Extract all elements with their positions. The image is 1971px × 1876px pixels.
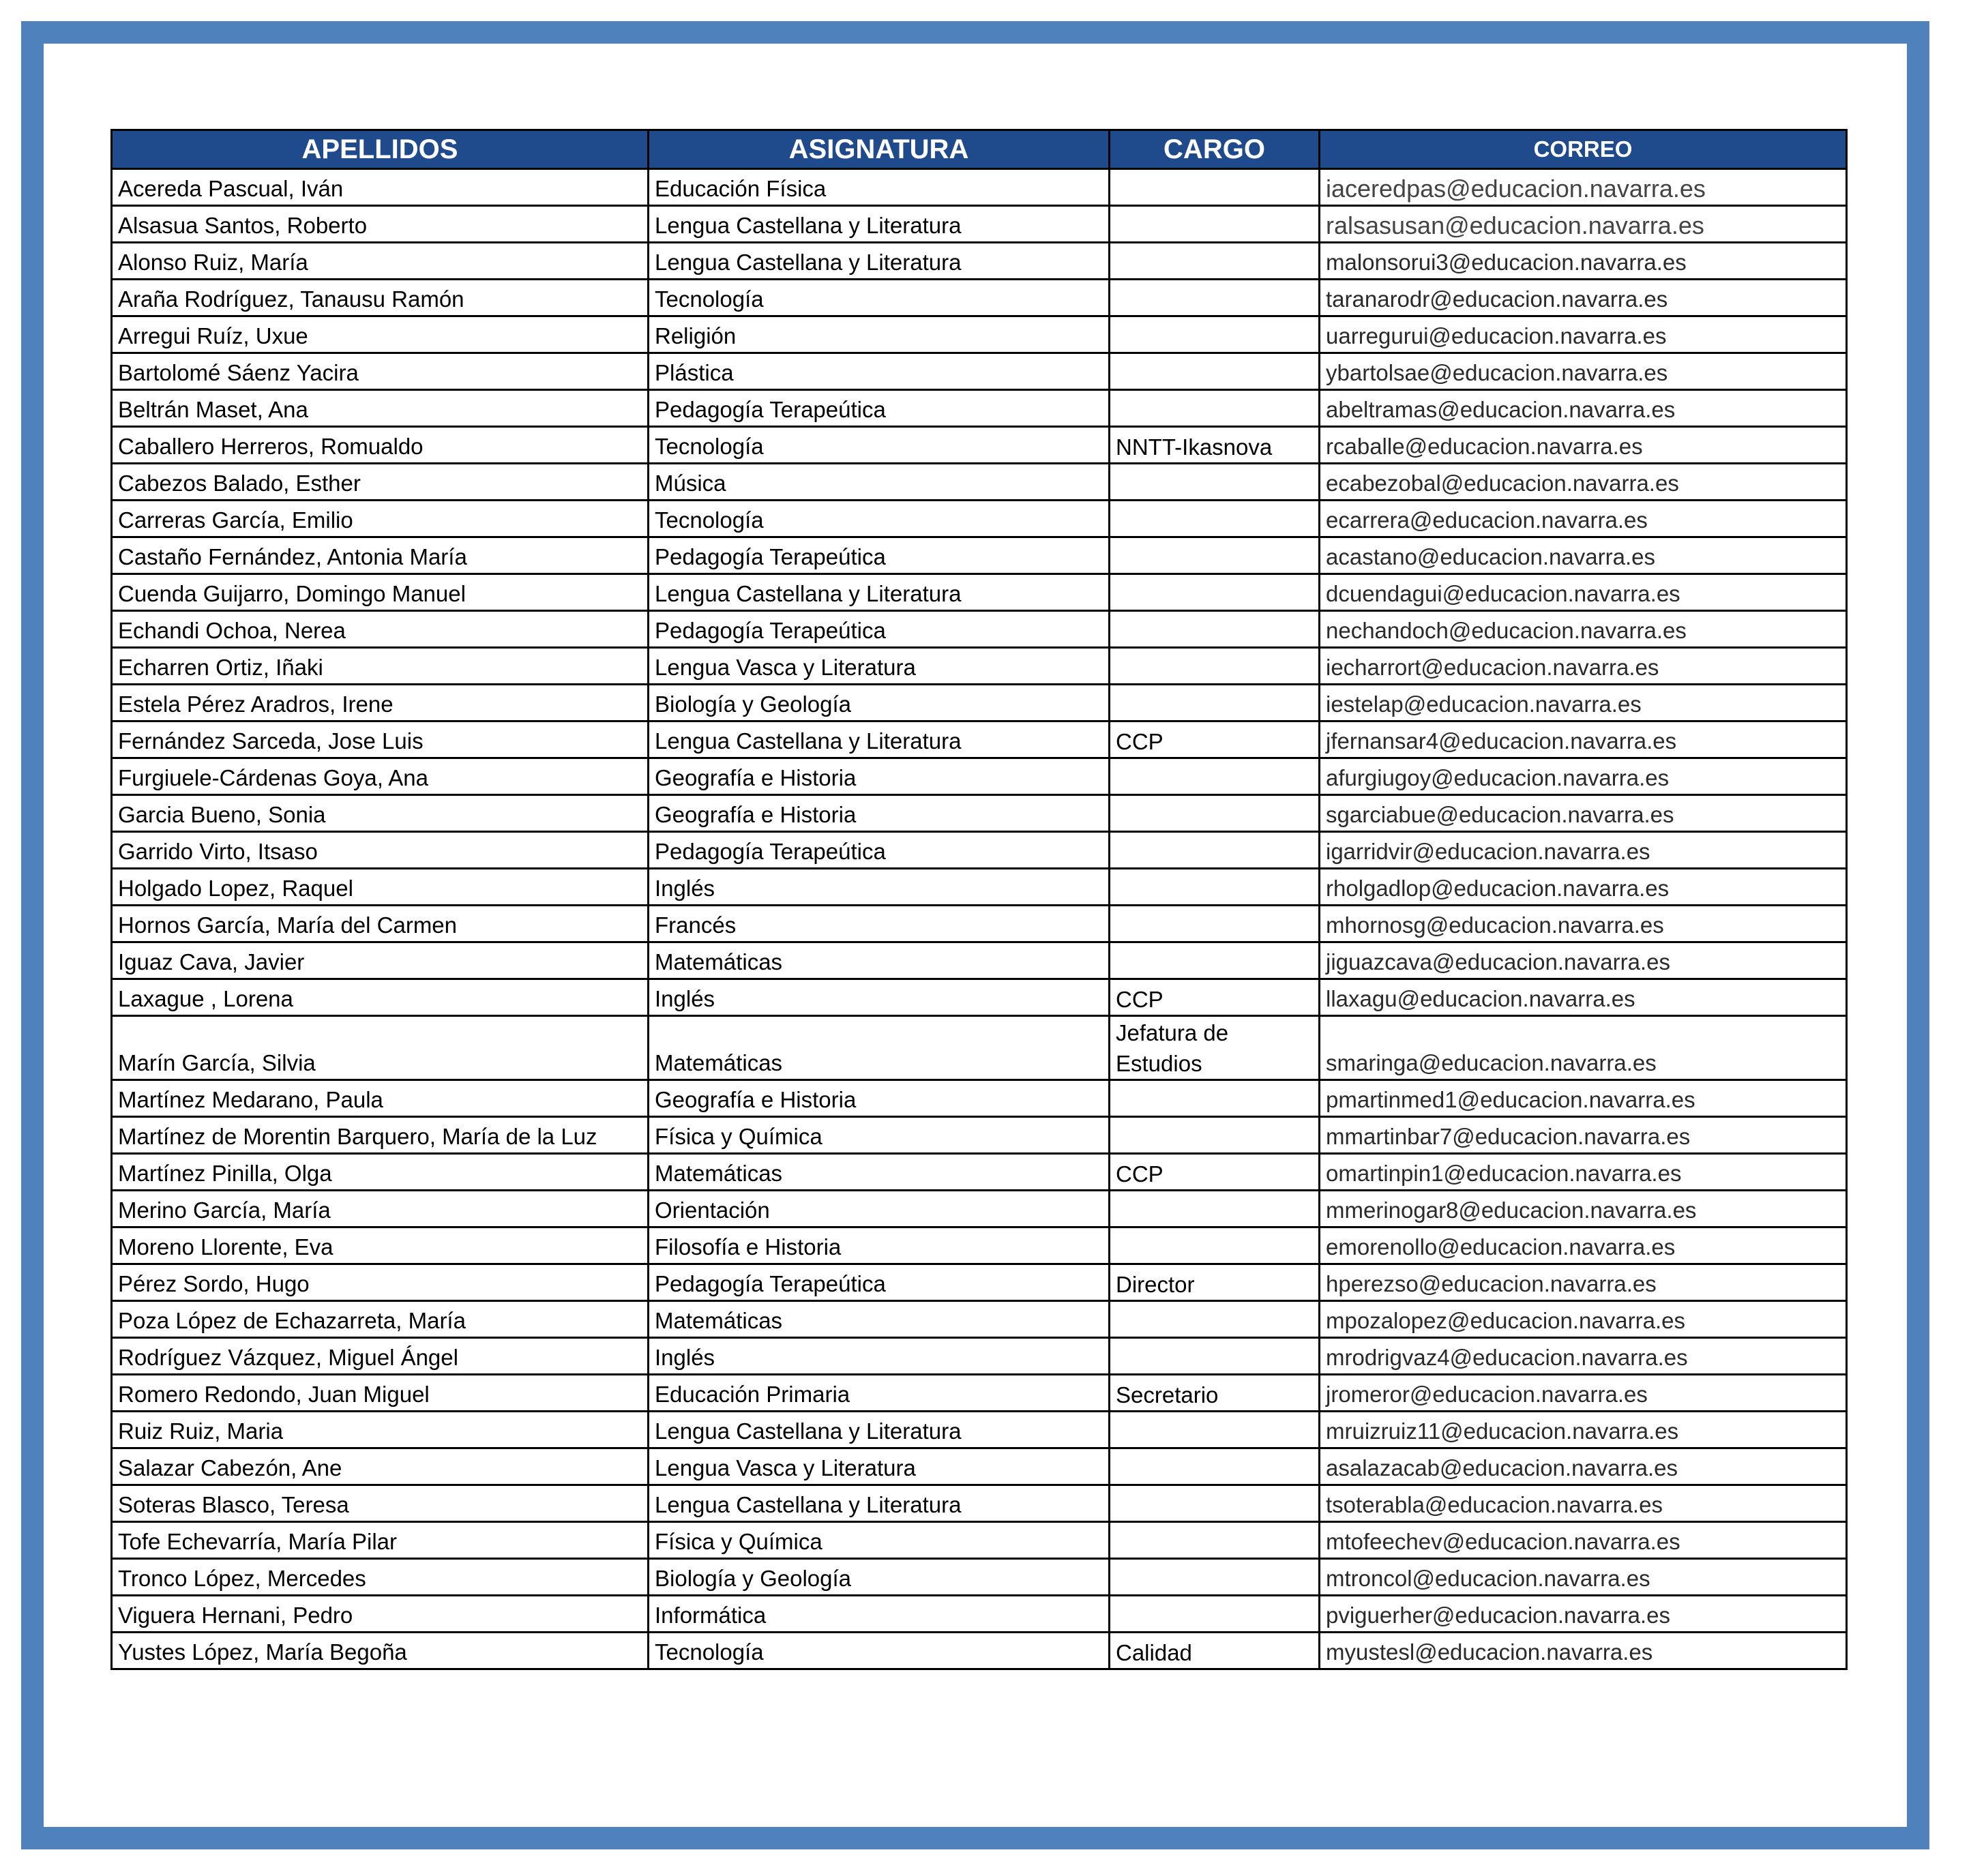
cell-cargo: Secretario: [1110, 1375, 1320, 1412]
cell-apellidos: Arregui Ruíz, Uxue: [112, 316, 649, 353]
cell-asignatura: Lengua Castellana y Literatura: [649, 1485, 1110, 1522]
cell-cargo: [1110, 942, 1320, 979]
cell-apellidos: Iguaz Cava, Javier: [112, 942, 649, 979]
cell-asignatura: Lengua Vasca y Literatura: [649, 1448, 1110, 1485]
table-row: [112, 1485, 1847, 1522]
cell-cargo: CCP: [1110, 1154, 1320, 1191]
cell-correo-link[interactable]: jiguazcava@educacion.navarra.es: [1320, 942, 1847, 979]
cell-cargo: [1110, 1522, 1320, 1559]
cell-asignatura: Geografía e Historia: [649, 1080, 1110, 1117]
cell-correo-link[interactable]: tsoterabla@educacion.navarra.es: [1320, 1485, 1847, 1522]
table-row: [112, 1596, 1847, 1633]
cell-correo-link[interactable]: mruizruiz11@educacion.navarra.es: [1320, 1412, 1847, 1448]
cell-cargo: [1110, 1596, 1320, 1633]
cell-cargo: [1110, 1191, 1320, 1227]
cell-apellidos: Acereda Pascual, Iván: [112, 169, 649, 206]
cell-correo-link[interactable]: dcuendagui@educacion.navarra.es: [1320, 574, 1847, 611]
table-row: [112, 942, 1847, 979]
cell-apellidos: Merino García, María: [112, 1191, 649, 1227]
cell-apellidos: Salazar Cabezón, Ane: [112, 1448, 649, 1485]
table-row: [112, 537, 1847, 574]
table-row: [112, 611, 1847, 648]
cell-correo-link[interactable]: sgarciabue@educacion.navarra.es: [1320, 795, 1847, 832]
table-row: [112, 869, 1847, 906]
cell-cargo: [1110, 464, 1320, 501]
cell-cargo: Director: [1110, 1264, 1320, 1301]
column-header-cargo: CARGO: [1110, 130, 1320, 169]
table-row: [112, 1227, 1847, 1264]
cell-correo-link[interactable]: ecabezobal@educacion.navarra.es: [1320, 464, 1847, 501]
cell-asignatura: Pedagogía Terapeútica: [649, 611, 1110, 648]
cell-apellidos: Tronco López, Mercedes: [112, 1559, 649, 1596]
table-row: [112, 1559, 1847, 1596]
table-row: [112, 574, 1847, 611]
cell-cargo: [1110, 1448, 1320, 1485]
column-header-asignatura: ASIGNATURA: [649, 130, 1110, 169]
table-row: [112, 353, 1847, 390]
cell-apellidos: Tofe Echevarría, María Pilar: [112, 1522, 649, 1559]
cell-correo-link[interactable]: malonsorui3@educacion.navarra.es: [1320, 243, 1847, 280]
cell-correo-link[interactable]: mtroncol@educacion.navarra.es: [1320, 1559, 1847, 1596]
cell-asignatura: Lengua Vasca y Literatura: [649, 648, 1110, 685]
cell-apellidos: Echandi Ochoa, Nerea: [112, 611, 649, 648]
cell-cargo: [1110, 206, 1320, 243]
cell-correo-link[interactable]: iecharrort@educacion.navarra.es: [1320, 648, 1847, 685]
cell-correo-link[interactable]: ybartolsae@educacion.navarra.es: [1320, 353, 1847, 390]
cell-apellidos: Carreras García, Emilio: [112, 501, 649, 537]
cell-cargo: [1110, 280, 1320, 316]
cell-correo-link[interactable]: emorenollo@educacion.navarra.es: [1320, 1227, 1847, 1264]
cell-correo-link[interactable]: ralsasusan@educacion.navarra.es: [1320, 206, 1847, 243]
cell-cargo: [1110, 869, 1320, 906]
table-row: [112, 169, 1847, 206]
cell-correo-link[interactable]: abeltramas@educacion.navarra.es: [1320, 390, 1847, 427]
cell-apellidos: Soteras Blasco, Teresa: [112, 1485, 649, 1522]
table-row: [112, 1338, 1847, 1375]
cell-correo-link[interactable]: jromeror@educacion.navarra.es: [1320, 1375, 1847, 1412]
staff-directory-table: [110, 129, 1848, 1670]
table-row: [112, 1375, 1847, 1412]
cell-asignatura: Lengua Castellana y Literatura: [649, 243, 1110, 280]
cell-asignatura: Inglés: [649, 869, 1110, 906]
cell-cargo: NNTT-Ikasnova: [1110, 427, 1320, 464]
table-row: [112, 832, 1847, 869]
table-row: [112, 1301, 1847, 1338]
cell-correo-link[interactable]: rcaballe@educacion.navarra.es: [1320, 427, 1847, 464]
cell-apellidos: Araña Rodríguez, Tanausu Ramón: [112, 280, 649, 316]
cell-correo-link[interactable]: asalazacab@educacion.navarra.es: [1320, 1448, 1847, 1485]
cell-asignatura: Orientación: [649, 1191, 1110, 1227]
cell-cargo: [1110, 758, 1320, 795]
cell-asignatura: Pedagogía Terapeútica: [649, 832, 1110, 869]
cell-cargo: [1110, 501, 1320, 537]
cell-asignatura: Educación Física: [649, 169, 1110, 206]
cell-apellidos: Cabezos Balado, Esther: [112, 464, 649, 501]
cell-apellidos: Echarren Ortiz, Iñaki: [112, 648, 649, 685]
cell-correo-link[interactable]: pmartinmed1@educacion.navarra.es: [1320, 1080, 1847, 1117]
cell-cargo: [1110, 574, 1320, 611]
cell-correo-link[interactable]: afurgiugoy@educacion.navarra.es: [1320, 758, 1847, 795]
cell-apellidos: Castaño Fernández, Antonia María: [112, 537, 649, 574]
table-row: [112, 795, 1847, 832]
table-row: [112, 390, 1847, 427]
cell-cargo: [1110, 169, 1320, 206]
table-row: [112, 906, 1847, 942]
cell-cargo: [1110, 537, 1320, 574]
cell-asignatura: Inglés: [649, 1338, 1110, 1375]
cell-cargo: [1110, 832, 1320, 869]
cell-apellidos: Furgiuele-Cárdenas Goya, Ana: [112, 758, 649, 795]
cell-asignatura: Lengua Castellana y Literatura: [649, 1412, 1110, 1448]
cell-asignatura: Educación Primaria: [649, 1375, 1110, 1412]
table-row: [112, 427, 1847, 464]
cell-correo-link[interactable]: smaringa@educacion.navarra.es: [1320, 1016, 1847, 1080]
cell-correo-link[interactable]: iestelap@educacion.navarra.es: [1320, 685, 1847, 721]
cell-apellidos: Laxague , Lorena: [112, 979, 649, 1016]
cell-correo-link[interactable]: igarridvir@educacion.navarra.es: [1320, 832, 1847, 869]
table-row: [112, 501, 1847, 537]
table-row: [112, 316, 1847, 353]
cell-asignatura: Música: [649, 464, 1110, 501]
cell-cargo: [1110, 1338, 1320, 1375]
cell-asignatura: Inglés: [649, 979, 1110, 1016]
cell-asignatura: Tecnología: [649, 1633, 1110, 1669]
cell-asignatura: Geografía e Historia: [649, 758, 1110, 795]
cell-asignatura: Matemáticas: [649, 1301, 1110, 1338]
cell-asignatura: Física y Química: [649, 1117, 1110, 1154]
cell-asignatura: Pedagogía Terapeútica: [649, 390, 1110, 427]
cell-cargo: [1110, 1117, 1320, 1154]
cell-apellidos: Alsasua Santos, Roberto: [112, 206, 649, 243]
table-row: [112, 1154, 1847, 1191]
cell-apellidos: Hornos García, María del Carmen: [112, 906, 649, 942]
cell-correo-link[interactable]: myustesl@educacion.navarra.es: [1320, 1633, 1847, 1669]
cell-correo-link[interactable]: ecarrera@educacion.navarra.es: [1320, 501, 1847, 537]
table-row: [112, 280, 1847, 316]
cell-correo-link[interactable]: rholgadlop@educacion.navarra.es: [1320, 869, 1847, 906]
cell-cargo: [1110, 1412, 1320, 1448]
cell-asignatura: Lengua Castellana y Literatura: [649, 721, 1110, 758]
cell-cargo: [1110, 1559, 1320, 1596]
cell-cargo: [1110, 685, 1320, 721]
cell-apellidos: Pérez Sordo, Hugo: [112, 1264, 649, 1301]
cell-asignatura: Biología y Geología: [649, 685, 1110, 721]
cell-cargo: [1110, 1485, 1320, 1522]
cell-apellidos: Romero Redondo, Juan Miguel: [112, 1375, 649, 1412]
cell-cargo: [1110, 1301, 1320, 1338]
cell-apellidos: Bartolomé Sáenz Yacira: [112, 353, 649, 390]
cell-apellidos: Martínez de Morentin Barquero, María de la Luz: [112, 1117, 649, 1154]
cell-apellidos: Beltrán Maset, Ana: [112, 390, 649, 427]
table-row: [112, 206, 1847, 243]
table-row: [112, 1016, 1847, 1080]
cell-correo-link[interactable]: pviguerher@educacion.navarra.es: [1320, 1596, 1847, 1633]
cell-apellidos: Estela Pérez Aradros, Irene: [112, 685, 649, 721]
cell-cargo: CCP: [1110, 979, 1320, 1016]
cell-apellidos: Garcia Bueno, Sonia: [112, 795, 649, 832]
table-row: [112, 1448, 1847, 1485]
cell-cargo: [1110, 243, 1320, 280]
cell-cargo: [1110, 353, 1320, 390]
table-row: [112, 1264, 1847, 1301]
cell-correo-link[interactable]: mtofeechev@educacion.navarra.es: [1320, 1522, 1847, 1559]
cell-correo-link[interactable]: mrodrigvaz4@educacion.navarra.es: [1320, 1338, 1847, 1375]
cell-asignatura: Pedagogía Terapeútica: [649, 1264, 1110, 1301]
cell-asignatura: Tecnología: [649, 427, 1110, 464]
table-row: [112, 1080, 1847, 1117]
cell-asignatura: Religión: [649, 316, 1110, 353]
column-header-correo: CORREO: [1320, 130, 1847, 169]
cell-correo-link[interactable]: nechandoch@educacion.navarra.es: [1320, 611, 1847, 648]
cell-asignatura: Geografía e Historia: [649, 795, 1110, 832]
cell-apellidos: Ruiz Ruiz, Maria: [112, 1412, 649, 1448]
cell-apellidos: Poza López de Echazarreta, María: [112, 1301, 649, 1338]
cell-correo-link[interactable]: llaxagu@educacion.navarra.es: [1320, 979, 1847, 1016]
cell-cargo: [1110, 795, 1320, 832]
table-row: [112, 721, 1847, 758]
cell-cargo: Calidad: [1110, 1633, 1320, 1669]
cell-cargo: Jefatura de Estudios: [1110, 1016, 1320, 1080]
table-row: [112, 243, 1847, 280]
table-row: [112, 1191, 1847, 1227]
table-row: [112, 648, 1847, 685]
cell-asignatura: Pedagogía Terapeútica: [649, 537, 1110, 574]
cell-correo-link[interactable]: uarregurui@educacion.navarra.es: [1320, 316, 1847, 353]
cell-asignatura: Lengua Castellana y Literatura: [649, 574, 1110, 611]
column-header-apellidos: APELLIDOS: [112, 130, 649, 169]
cell-apellidos: Martínez Pinilla, Olga: [112, 1154, 649, 1191]
table-row: [112, 758, 1847, 795]
cell-asignatura: Lengua Castellana y Literatura: [649, 206, 1110, 243]
cell-cargo: [1110, 611, 1320, 648]
cell-correo-link[interactable]: mhornosg@educacion.navarra.es: [1320, 906, 1847, 942]
cell-asignatura: Plástica: [649, 353, 1110, 390]
cell-correo-link[interactable]: jfernansar4@educacion.navarra.es: [1320, 721, 1847, 758]
cell-correo-link[interactable]: mmerinogar8@educacion.navarra.es: [1320, 1191, 1847, 1227]
cell-apellidos: Holgado Lopez, Raquel: [112, 869, 649, 906]
cell-correo-link[interactable]: omartinpin1@educacion.navarra.es: [1320, 1154, 1847, 1191]
cell-apellidos: Marín García, Silvia: [112, 1016, 649, 1080]
cell-correo-link[interactable]: iaceredpas@educacion.navarra.es: [1320, 169, 1847, 206]
table-body: [112, 169, 1847, 1669]
cell-asignatura: Tecnología: [649, 501, 1110, 537]
cell-correo-link[interactable]: mpozalopez@educacion.navarra.es: [1320, 1301, 1847, 1338]
cell-apellidos: Rodríguez Vázquez, Miguel Ángel: [112, 1338, 649, 1375]
table-header-row: [112, 130, 1847, 169]
cell-asignatura: Tecnología: [649, 280, 1110, 316]
cell-apellidos: Yustes López, María Begoña: [112, 1633, 649, 1669]
cell-cargo: [1110, 648, 1320, 685]
table-row: [112, 1522, 1847, 1559]
cell-asignatura: Filosofía e Historia: [649, 1227, 1110, 1264]
cell-asignatura: Matemáticas: [649, 1016, 1110, 1080]
table-row: [112, 1633, 1847, 1669]
cell-cargo: CCP: [1110, 721, 1320, 758]
cell-asignatura: Informática: [649, 1596, 1110, 1633]
table-row: [112, 464, 1847, 501]
cell-cargo: [1110, 1227, 1320, 1264]
table-row: [112, 979, 1847, 1016]
cell-apellidos: Cuenda Guijarro, Domingo Manuel: [112, 574, 649, 611]
cell-cargo: [1110, 316, 1320, 353]
cell-asignatura: Matemáticas: [649, 1154, 1110, 1191]
cell-asignatura: Francés: [649, 906, 1110, 942]
table-row: [112, 1412, 1847, 1448]
cell-asignatura: Biología y Geología: [649, 1559, 1110, 1596]
cell-correo-link[interactable]: taranarodr@educacion.navarra.es: [1320, 280, 1847, 316]
cell-asignatura: Matemáticas: [649, 942, 1110, 979]
table-row: [112, 685, 1847, 721]
cell-correo-link[interactable]: hperezso@educacion.navarra.es: [1320, 1264, 1847, 1301]
cell-correo-link[interactable]: mmartinbar7@educacion.navarra.es: [1320, 1117, 1847, 1154]
cell-apellidos: Alonso Ruiz, María: [112, 243, 649, 280]
table-row: [112, 1117, 1847, 1154]
cell-apellidos: Fernández Sarceda, Jose Luis: [112, 721, 649, 758]
cell-apellidos: Garrido Virto, Itsaso: [112, 832, 649, 869]
cell-apellidos: Martínez Medarano, Paula: [112, 1080, 649, 1117]
cell-correo-link[interactable]: acastano@educacion.navarra.es: [1320, 537, 1847, 574]
cell-asignatura: Física y Química: [649, 1522, 1110, 1559]
cell-cargo: [1110, 1080, 1320, 1117]
cell-cargo: [1110, 390, 1320, 427]
cell-apellidos: Viguera Hernani, Pedro: [112, 1596, 649, 1633]
cell-cargo: [1110, 906, 1320, 942]
cell-apellidos: Caballero Herreros, Romualdo: [112, 427, 649, 464]
cell-apellidos: Moreno Llorente, Eva: [112, 1227, 649, 1264]
